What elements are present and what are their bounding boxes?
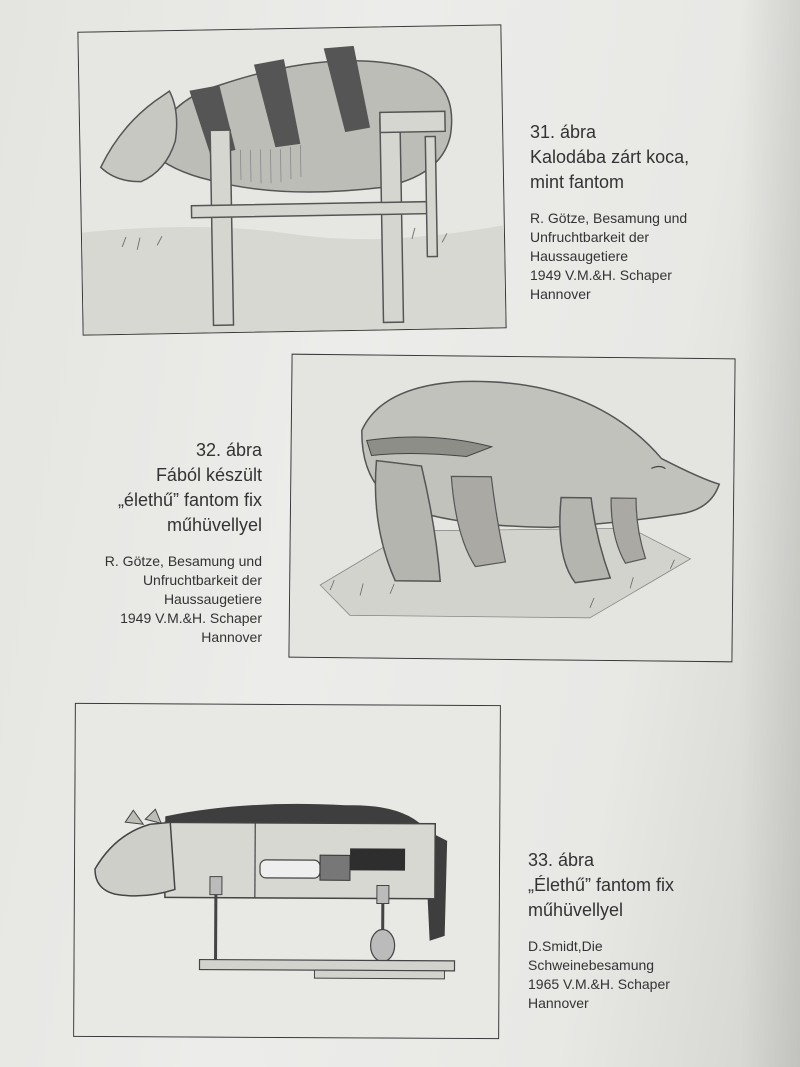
figure-31-source-line: 1949 V.M.&H. Schaper [530, 267, 672, 283]
figure-32-source-line: Unfruchtbarkeit der [142, 572, 262, 588]
figure-31-number: 31. ábra [530, 122, 597, 142]
figure-33-illustration [73, 703, 501, 1039]
figure-31-source-line: Haussaugetiere [530, 248, 629, 264]
figure-31-caption [530, 120, 770, 304]
figure-31-illustration [77, 24, 506, 335]
figure-33-source-line: Hannover [528, 995, 589, 1011]
figure-31-source-line: Unfruchtbarkeit der [530, 229, 650, 245]
figure-33-title-line: műhüvellyel [528, 900, 624, 920]
figure-31-title-line: Kalodába zárt koca, [530, 147, 690, 167]
figure-33-caption [528, 848, 768, 1013]
figure-31-source-line: R. Götze, Besamung und [530, 210, 688, 226]
figure-32-number: 32. ábra [195, 440, 262, 460]
figure-33-source-line: D.Smidt,Die [528, 938, 603, 954]
figure-32-title-line: műhüvellyel [166, 515, 262, 535]
figure-32-illustration [288, 354, 735, 663]
figure-32-source-line: R. Götze, Besamung und [104, 553, 262, 569]
figure-33-source-line: Schweinebesamung [528, 957, 655, 973]
figure-33-title-line: „Élethű” fantom fix [528, 875, 675, 895]
pig-in-wooden-frame-drawing [78, 25, 505, 334]
figure-33-source-line: 1965 V.M.&H. Schaper [528, 976, 670, 992]
figure-32-source-line: Haussaugetiere [163, 591, 262, 607]
figure-32-source-line: 1949 V.M.&H. Schaper [120, 610, 262, 626]
figure-31-source-line: Hannover [530, 286, 591, 302]
lifelike-phantom-device-drawing [74, 704, 500, 1038]
figure-32-source-line: Hannover [201, 629, 262, 645]
figure-32-title-line: „élethű” fantom fix [117, 490, 262, 510]
figure-31-title-line: mint fantom [530, 172, 625, 192]
wooden-pig-phantom-drawing [289, 355, 734, 662]
figure-32-title-line: Fából készült [155, 465, 262, 485]
figure-33-number: 33. ábra [528, 850, 595, 870]
figure-32-caption [40, 438, 262, 647]
